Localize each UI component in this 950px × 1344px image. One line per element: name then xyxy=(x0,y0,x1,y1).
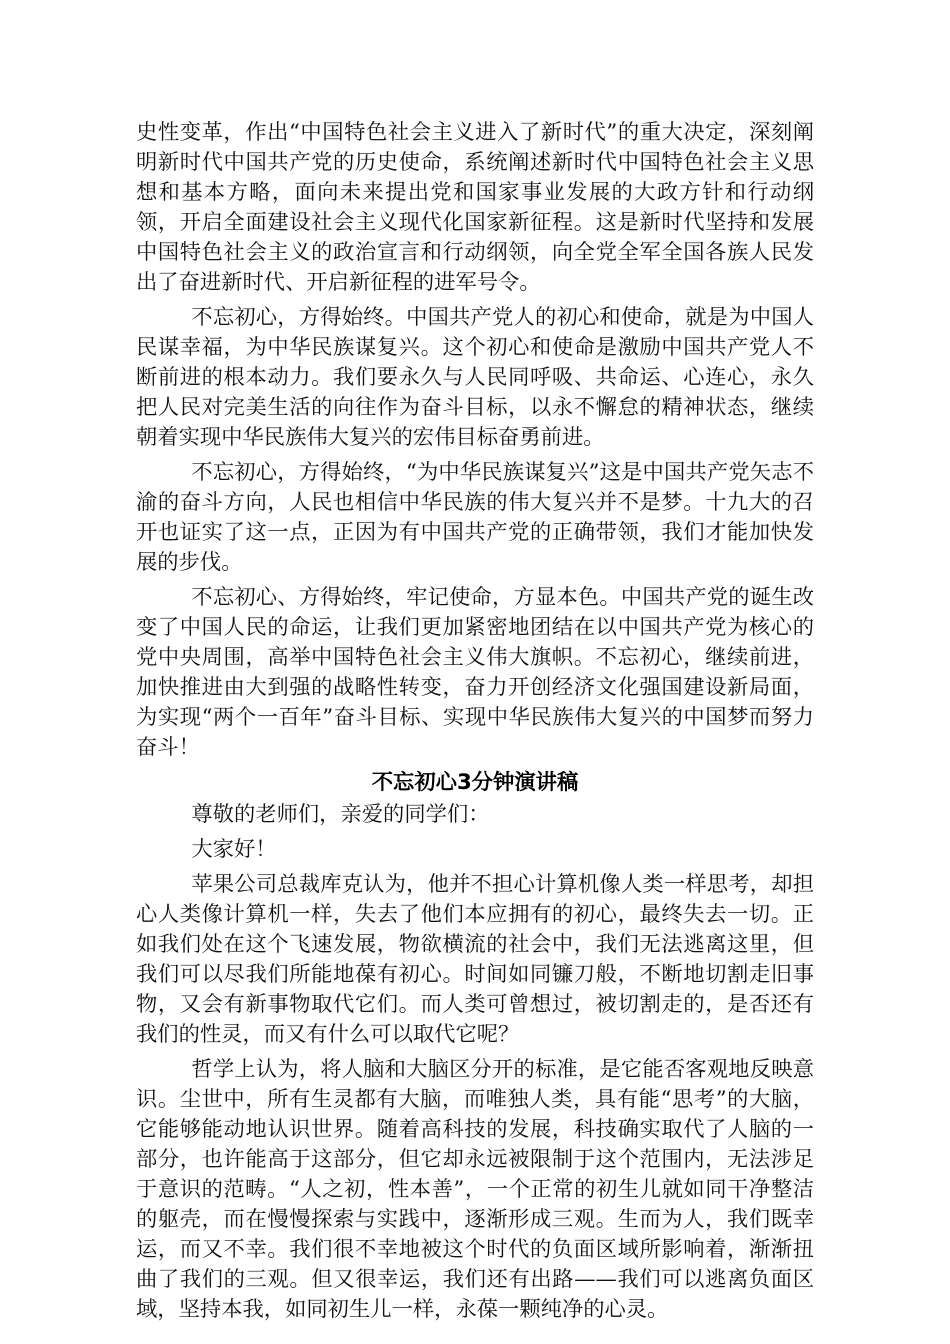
body-paragraph: 不忘初心，方得始终，“为中华民族谋复兴”这是中国共产党矢志不渝的奋斗方向，人民也相信中华民族的伟大复兴并不是梦。十九大的召开也证实了这一点，正因为有中国共产党的正确带领，我们才能加快发展的步伐。 xyxy=(136,460,814,575)
continuation-paragraph: 史性变革，作出“中国特色社会主义进入了新时代”的重大决定，深刻阐明新时代中国共产党的历史使命，系统阐述新时代中国特色社会主义思想和基本方略，面向未来提出党和国家事业发展的大政方针和行动纲领，开启全面建设社会主义现代化国家新征程。这是新时代坚持和发展中国特色社会主义的政治宣言和行动纲领，向全党全军全国各族人民发出了奋进新时代、开启新征程的进军号令。 xyxy=(136,120,814,295)
document-page xyxy=(136,118,814,1330)
section-title: 不忘初心3分钟演讲稿 xyxy=(371,770,579,795)
salutation: 尊敬的老师们，亲爱的同学们： xyxy=(191,802,490,827)
body-paragraph: 哲学上认为，将人脑和大脑区分开的标准，是它能否客观地反映意识。尘世中，所有生灵都有大脑，而唯独人类，具有能“思考”的大脑，它能够能动地认识世界。随着高科技的发展，科技确实取代了人脑的一部分，也许能高于这部分，但它却永远被限制于这个范围内，无法涉足于意识的范畴。“人之初，性本善”，一个正常的初生儿就如同干净整洁的躯壳，而在慢慢探索与实践中，逐渐形成三观。生而为人，我们既幸运，而又不幸。我们很不幸地被这个时代的负面区域所影响着，渐渐扭曲了我们的三观。但又很幸运，我们还有出路——我们可以逃离负面区域，坚持本我，如同初生儿一样，永葆一颗纯净的心灵。 xyxy=(136,1057,814,1322)
body-paragraph: 不忘初心、方得始终，牢记使命，方显本色。中国共产党的诞生改变了中国人民的命运，让我们更加紧密地团结在以中国共产党为核心的党中央周围，高举中国特色社会主义伟大旗帜。不忘初心，继续前进，加快推进由大到强的战略性转变，奋力开创经济文化强国建设新局面，为实现“两个一百年”奋斗目标、实现中华民族伟大复兴的中国梦而努力奋斗！ xyxy=(136,585,814,760)
body-paragraph: 不忘初心，方得始终。中国共产党人的初心和使命，就是为中国人民谋幸福，为中华民族谋复兴。这个初心和使命是激励中国共产党人不断前进的根本动力。我们要永久与人民同呼吸、共命运、心连心，永久把人民对完美生活的向往作为奋斗目标，以永不懈怠的精神状态，继续朝着实现中华民族伟大复兴的宏伟目标奋勇前进。 xyxy=(136,305,814,450)
body-paragraph: 苹果公司总裁库克认为，他并不担心计算机像人类一样思考，却担心人类像计算机一样，失去了他们本应拥有的初心，最终失去一切。正如我们处在这个飞速发展，物欲横流的社会中，我们无法逃离这里，但我们可以尽我们所能地葆有初心。时间如同镰刀般，不断地切割走旧事物，又会有新事物取代它们。而人类可曾想过，被切割走的，是否还有我们的性灵，而又有什么可以取代它呢？ xyxy=(136,872,814,1047)
greeting: 大家好！ xyxy=(191,837,277,862)
